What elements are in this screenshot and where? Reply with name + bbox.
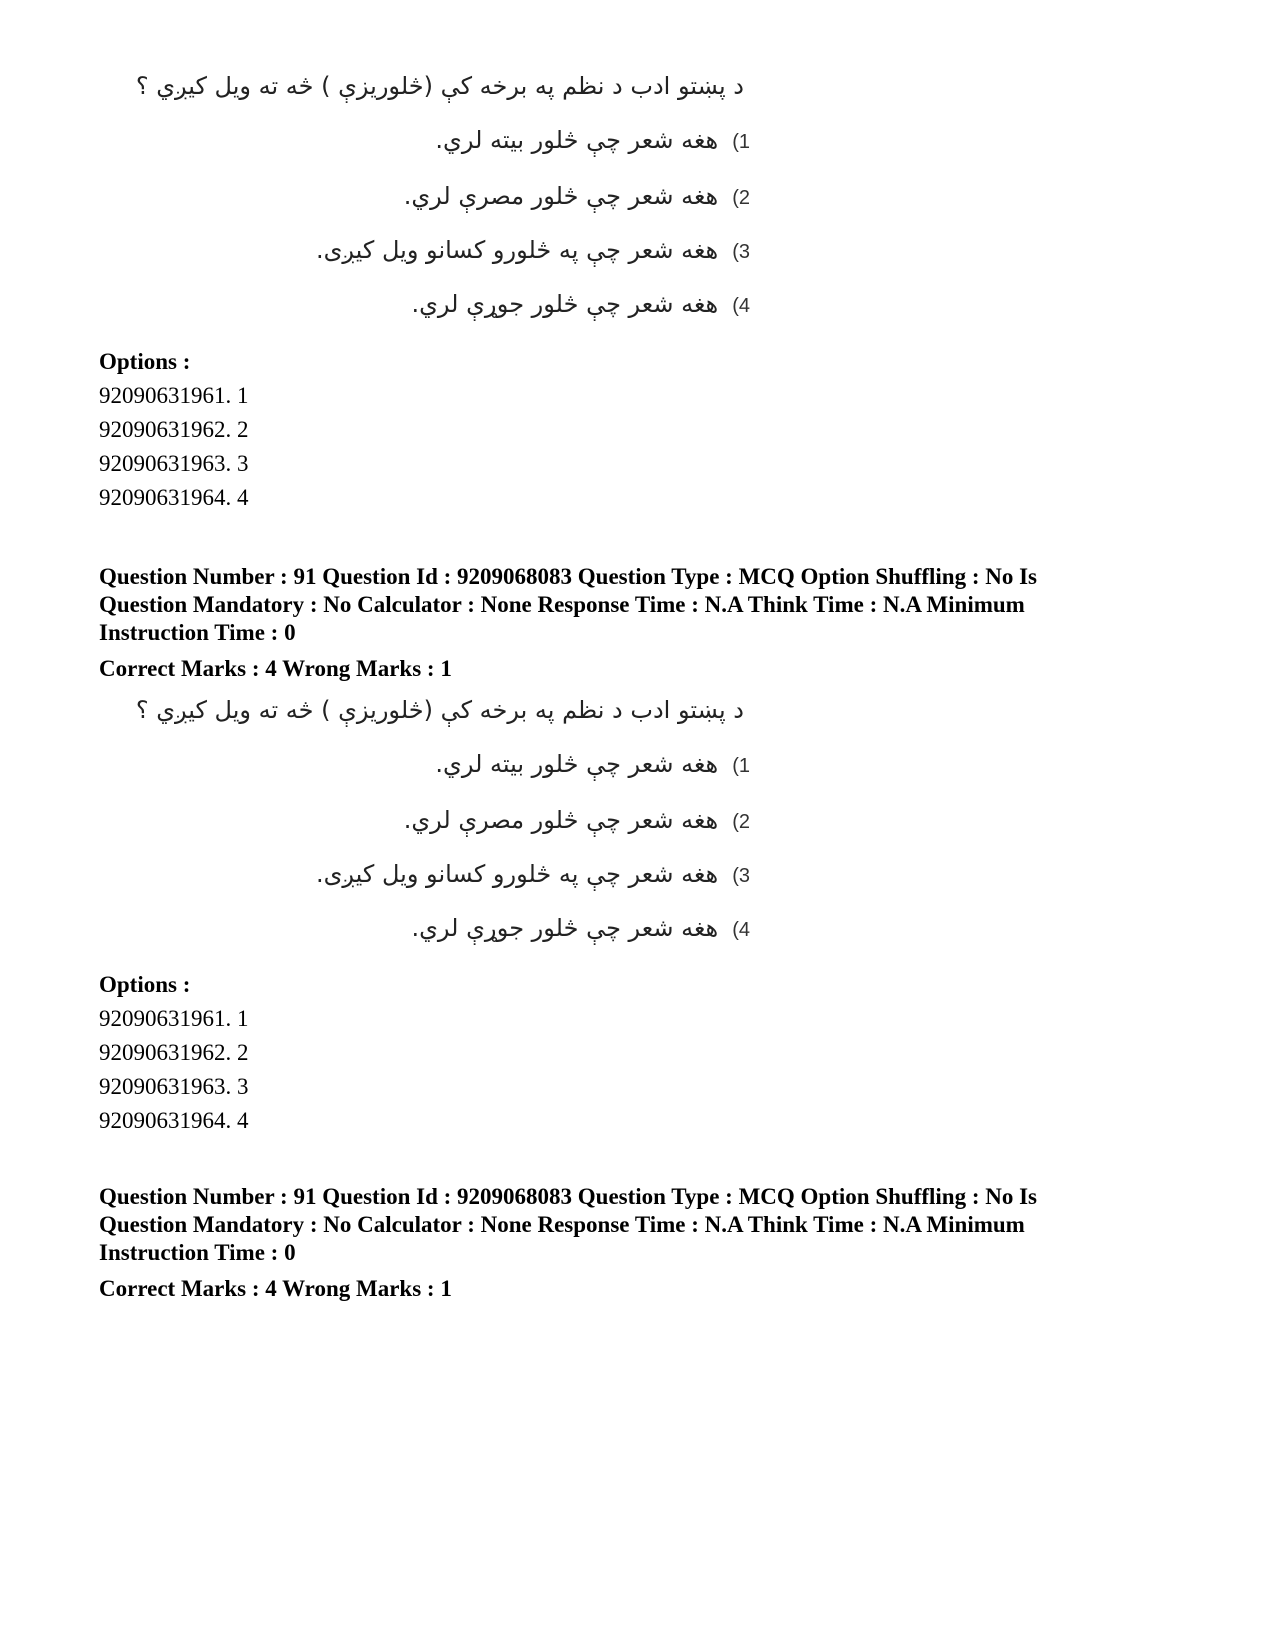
question-option-2: (2هغه شعر چې څلور مصرې لري.: [403, 806, 750, 834]
options-heading: Options :: [99, 349, 191, 374]
question-option-1: (1هغه شعر چې څلور بيته لري.: [435, 126, 750, 154]
question-stem: د پښتو ادب د نظم په برخه کې (څلوريزې ) څه ته ويل کيږي ؟: [135, 696, 744, 724]
question-meta: [99, 1183, 1179, 1303]
meta-line: Instruction Time : 0: [99, 620, 296, 645]
option-item: 92090631964. 4: [99, 485, 249, 510]
option-item: 92090631963. 3: [99, 451, 249, 476]
meta-line: Question Mandatory : No Calculator : None Response Time : N.A Think Time : N.A Minimum: [99, 1212, 1025, 1237]
options-list: [99, 345, 249, 515]
option-item: 92090631962. 2: [99, 417, 249, 442]
option-item: 92090631961. 1: [99, 383, 249, 408]
question-option-4: (4هغه شعر چې څلور جوړې لري.: [411, 914, 750, 942]
marks-line: Correct Marks : 4 Wrong Marks : 1: [99, 656, 452, 681]
marks-line: Correct Marks : 4 Wrong Marks : 1: [99, 1276, 452, 1301]
question-option-3: (3هغه شعر چې په څلورو کسانو ويل کيږی.: [316, 236, 750, 264]
meta-line: Question Number : 91 Question Id : 9209068083 Question Type : MCQ Option Shuffling : No Is: [99, 1184, 1038, 1209]
option-item: 92090631963. 3: [99, 1074, 249, 1099]
question-image: [110, 72, 750, 332]
question-meta: [99, 563, 1179, 683]
meta-line: Question Number : 91 Question Id : 9209068083 Question Type : MCQ Option Shuffling : No Is: [99, 564, 1038, 589]
question-stem: د پښتو ادب د نظم په برخه کې (څلوريزې ) څه ته ويل کيږي ؟: [135, 72, 744, 100]
question-option-4: (4هغه شعر چې څلور جوړې لري.: [411, 290, 750, 318]
option-item: 92090631961. 1: [99, 1006, 249, 1031]
options-list: [99, 968, 249, 1138]
meta-line: Instruction Time : 0: [99, 1240, 296, 1265]
question-option-3: (3هغه شعر چې په څلورو کسانو ويل کيږی.: [316, 860, 750, 888]
question-option-2: (2هغه شعر چې څلور مصرې لري.: [403, 182, 750, 210]
meta-line: Question Mandatory : No Calculator : None Response Time : N.A Think Time : N.A Minimum: [99, 592, 1025, 617]
question-option-1: (1هغه شعر چې څلور بيته لري.: [435, 750, 750, 778]
option-item: 92090631962. 2: [99, 1040, 249, 1065]
question-image: [110, 696, 750, 956]
options-heading: Options :: [99, 972, 191, 997]
option-item: 92090631964. 4: [99, 1108, 249, 1133]
